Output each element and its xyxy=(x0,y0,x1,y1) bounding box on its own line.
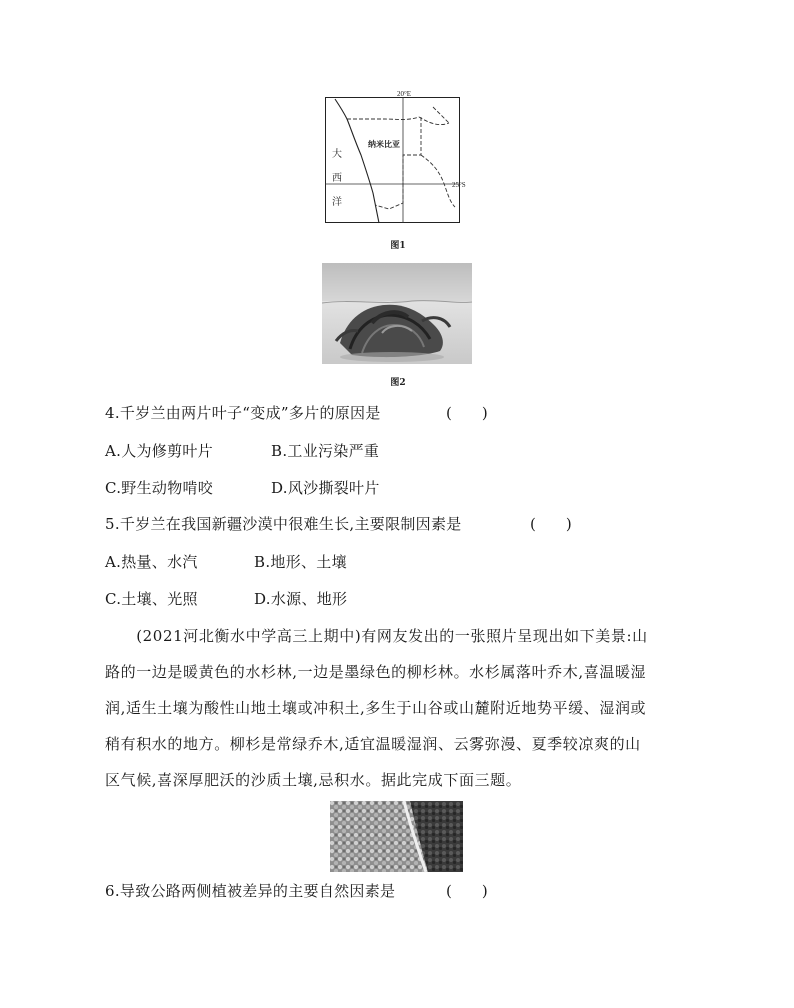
country-label: 纳米比亚 xyxy=(368,140,400,149)
meridian-label: 20°E xyxy=(397,90,412,98)
question-5-answer-bracket: ( ) xyxy=(530,515,572,533)
forest-road-photo xyxy=(330,801,463,872)
question-4-stem: 4.千岁兰由两片叶子“变成”多片的原因是 xyxy=(105,404,381,422)
passage-line-4: 稍有积水的地方。柳杉是常绿乔木,适宜温暖湿润、云雾弥漫、夏季较凉爽的山 xyxy=(105,735,641,753)
passage-line-1: (2021河北衡水中学高三上期中)有网友发出的一张照片呈现出如下美景:山 xyxy=(105,627,648,645)
question-6-stem: 6.导致公路两侧植被差异的主要自然因素是 xyxy=(105,882,396,900)
passage-line-2: 路的一边是暖黄色的水杉林,一边是墨绿色的柳杉林。水杉属落叶乔木,喜温暖湿 xyxy=(105,663,647,681)
question-4-option-c: C.野生动物啃咬 xyxy=(105,479,214,497)
namibia-map xyxy=(325,90,466,223)
figure-1-caption: 图1 xyxy=(390,241,406,251)
ocean-label-1: 大 xyxy=(332,149,342,160)
question-6-answer-bracket: ( ) xyxy=(446,882,488,900)
question-5-option-c: C.土壤、光照 xyxy=(105,590,198,608)
passage-line-3: 润,适生土壤为酸性山地土壤或冲积土,多生于山谷或山麓附近地势平缓、湿润或 xyxy=(105,699,647,717)
question-4-answer-bracket: ( ) xyxy=(446,404,488,422)
question-4-option-a: A.人为修剪叶片 xyxy=(105,442,214,460)
question-4-option-d: D.风沙撕裂叶片 xyxy=(271,479,380,497)
passage-line-5: 区气候,喜深厚肥沃的沙质土壤,忌积水。据此完成下面三题。 xyxy=(105,771,522,789)
question-5-option-d: D.水源、地形 xyxy=(254,590,348,608)
welwitschia-photo xyxy=(322,263,472,364)
ocean-label-2: 西 xyxy=(332,173,342,184)
question-5-option-a: A.热量、水汽 xyxy=(105,553,198,571)
question-5-option-b: B.地形、土壤 xyxy=(254,553,347,571)
parallel-label: 25°S xyxy=(452,181,466,189)
question-4-option-b: B.工业污染严重 xyxy=(271,442,380,460)
question-5-stem: 5.千岁兰在我国新疆沙漠中很难生长,主要限制因素是 xyxy=(105,515,462,533)
ocean-label-3: 洋 xyxy=(332,197,342,208)
figure-2-caption: 图2 xyxy=(390,378,406,388)
